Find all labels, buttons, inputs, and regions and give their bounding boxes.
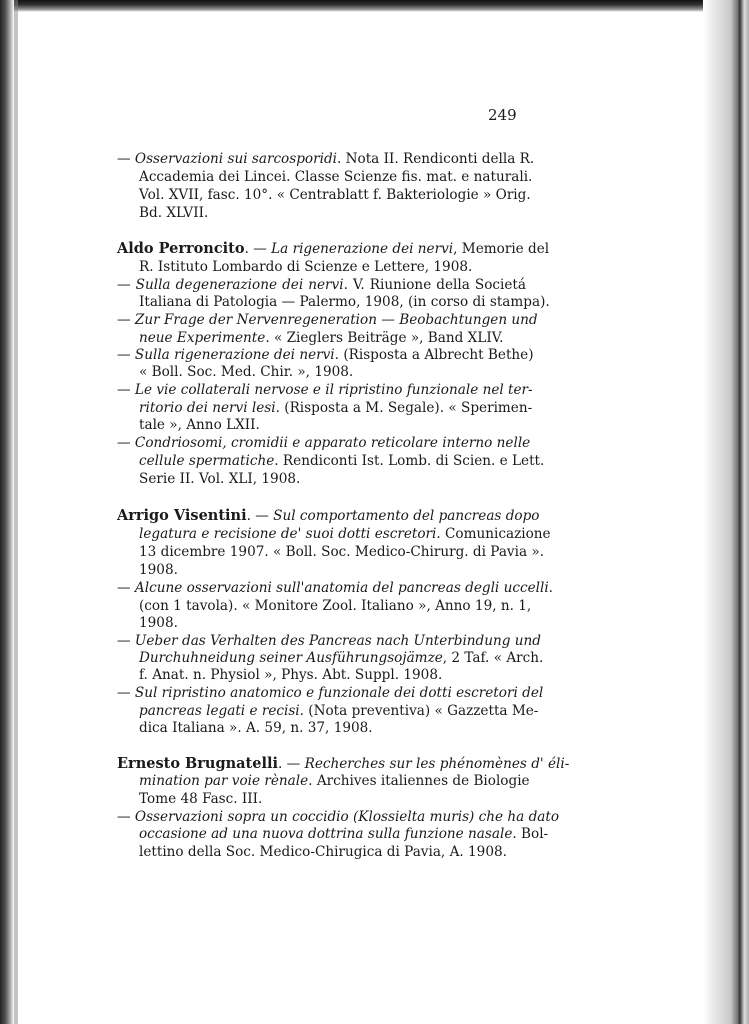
work-title: Durchuhneidung seiner Ausführungsojämze bbox=[139, 650, 443, 666]
text-line bbox=[139, 329, 526, 347]
page-number: 249 bbox=[488, 106, 517, 124]
author-name: Arrigo Visentini bbox=[117, 507, 247, 524]
citation-text: . Comunicazione bbox=[436, 526, 551, 542]
citation-text: . bbox=[548, 580, 553, 596]
citation-text: . Bol- bbox=[512, 826, 549, 842]
text-line bbox=[139, 293, 550, 311]
citation-text: Accademia dei Lincei. Classe Scienze fis. mat. e naturali. bbox=[139, 169, 533, 185]
text-line bbox=[139, 649, 544, 667]
citation-text: . (Risposta a M. Segale). « Sperimen- bbox=[275, 400, 533, 416]
work-title: Sulla degenerazione dei nervi bbox=[135, 277, 344, 293]
citation-text: . — bbox=[278, 756, 305, 772]
text-line bbox=[139, 772, 530, 790]
citation-text: . (Risposta a Albrecht Bethe) bbox=[334, 347, 534, 363]
text-line bbox=[139, 719, 526, 737]
text-line bbox=[139, 399, 533, 417]
citation-text: f. Anat. n. Physiol », Phys. Abt. Suppl. 1908. bbox=[139, 667, 443, 683]
text-line bbox=[139, 186, 531, 204]
text-line bbox=[117, 684, 544, 702]
citation-text: . Nota II. Rendiconti della R. bbox=[337, 151, 535, 167]
work-title: Osservazioni sopra un coccidio (Klossielta muris) che ha dato bbox=[134, 809, 560, 825]
text-line bbox=[117, 311, 538, 329]
text-line bbox=[117, 579, 553, 597]
text-line bbox=[139, 614, 526, 632]
text-line bbox=[117, 346, 534, 364]
citation-text: — bbox=[117, 312, 135, 328]
work-title: occasione ad una nuova dottrina sulla funzione nasale bbox=[139, 826, 513, 842]
scan-top-edge bbox=[0, 0, 749, 12]
citation-text: . « Zieglers Beiträge », Band XLIV. bbox=[265, 330, 504, 346]
citation-text: — bbox=[117, 277, 136, 293]
work-title: mination par voie rènale bbox=[139, 773, 309, 789]
citation-text: — bbox=[117, 633, 135, 649]
text-line bbox=[117, 755, 570, 773]
citation-text: 13 dicembre 1907. « Boll. Soc. Medico-Chirurg. di Pavia ». bbox=[139, 544, 545, 560]
text-line bbox=[117, 632, 542, 650]
work-title: Recherches sur les phénomènes d' éli- bbox=[304, 756, 570, 772]
scan-left-shadow bbox=[14, 0, 18, 1024]
text-line bbox=[117, 240, 550, 258]
citation-text: Tome 48 Fasc. III. bbox=[139, 791, 263, 807]
citation-text: dica Italiana ». A. 59, n. 37, 1908. bbox=[139, 720, 373, 736]
text-line bbox=[139, 416, 526, 434]
work-title: legatura e recisione de' suoi dotti escretori bbox=[139, 526, 437, 542]
text-line bbox=[139, 825, 549, 843]
work-title: ritorio dei nervi lesi bbox=[139, 400, 276, 416]
citation-text: . V. Riunione della Societá bbox=[343, 277, 526, 293]
author-name: Aldo Perroncito bbox=[117, 240, 245, 257]
work-title: Zur Frage der Nervenregeneration — Beobachtungen und bbox=[134, 312, 538, 328]
citation-text: — bbox=[117, 580, 135, 596]
work-title: Sul comportamento del pancreas dopo bbox=[273, 508, 540, 524]
citation-text: Italiana di Patologia — Palermo, 1908, (in corso di stampa). bbox=[139, 294, 550, 310]
citation-text: lettino della Soc. Medico-Chirugica di Pavia, A. 1908. bbox=[139, 844, 507, 860]
citation-text: — bbox=[117, 151, 135, 167]
work-title: Sul ripristino anatomico e funzionale dei dotti escretori del bbox=[134, 685, 544, 701]
work-title: La rigenerazione dei nervi bbox=[271, 241, 454, 257]
scan-right-edge bbox=[703, 0, 749, 1024]
text-line bbox=[139, 168, 533, 186]
citation-text: — bbox=[117, 382, 135, 398]
citation-text: tale », Anno LXII. bbox=[139, 417, 260, 433]
citation-text: (con 1 tavola). « Monitore Zool. Italiano », Anno 19, n. 1, bbox=[139, 598, 532, 614]
citation-text: . — bbox=[244, 241, 272, 257]
citation-text: 1908. bbox=[139, 562, 178, 578]
citation-text: , 2 Taf. « Arch. bbox=[442, 650, 544, 666]
citation-text: . (Nota preventiva) « Gazzetta Me- bbox=[299, 703, 539, 719]
citation-text: — bbox=[117, 347, 135, 363]
text-line bbox=[139, 561, 526, 579]
work-title: pancreas legati e recisi bbox=[139, 703, 300, 719]
text-line bbox=[139, 790, 526, 808]
work-title: Alcune osservazioni sull'anatomia del pancreas degli uccelli bbox=[134, 580, 549, 596]
text-line bbox=[139, 452, 545, 470]
citation-text: , Memorie del bbox=[453, 241, 550, 257]
text-line bbox=[139, 470, 526, 488]
text-line bbox=[139, 666, 526, 684]
text-line bbox=[139, 843, 526, 861]
citation-text: . Rendiconti Ist. Lomb. di Scien. e Lett. bbox=[274, 453, 545, 469]
text-line bbox=[139, 363, 526, 381]
citation-text: « Boll. Soc. Med. Chir. », 1908. bbox=[139, 364, 354, 380]
text-line bbox=[139, 258, 526, 276]
citation-text: Vol. XVII, fasc. 10°. « Centrablatt f. Bakteriologie » Orig. bbox=[139, 187, 531, 203]
text-line bbox=[117, 808, 560, 826]
text-line bbox=[117, 434, 531, 452]
citation-text: . — bbox=[246, 508, 274, 524]
scan-left-edge bbox=[0, 0, 14, 1024]
work-title: Ueber das Verhalten des Pancreas nach Unterbindung und bbox=[134, 633, 542, 649]
citation-text: . Archives italiennes de Biologie bbox=[308, 773, 530, 789]
work-title: Osservazioni sui sarcosporidi bbox=[134, 151, 337, 167]
text-line bbox=[139, 204, 526, 222]
text-line bbox=[117, 381, 533, 399]
citation-text: — bbox=[117, 435, 135, 451]
work-title: cellule spermatiche bbox=[139, 453, 275, 469]
citation-text: Serie II. Vol. XLI, 1908. bbox=[139, 471, 301, 487]
author-name: Ernesto Brugnatelli bbox=[117, 755, 279, 772]
work-title: Condriosomi, cromidii e apparato reticolare interno nelle bbox=[134, 435, 531, 451]
citation-text: — bbox=[117, 685, 135, 701]
work-title: Le vie collaterali nervose e il ripristino funzionale nel ter- bbox=[134, 382, 533, 398]
text-line bbox=[139, 597, 532, 615]
text-line bbox=[139, 525, 551, 543]
text-line bbox=[117, 507, 540, 525]
work-title: neue Experimente bbox=[139, 330, 266, 346]
text-line bbox=[139, 702, 539, 720]
text-line bbox=[139, 543, 545, 561]
citation-text: Bd. XLVII. bbox=[139, 205, 209, 221]
work-title: Sulla rigenerazione dei nervi bbox=[134, 347, 335, 363]
citation-text: R. Istituto Lombardo di Scienze e Lettere, 1908. bbox=[139, 259, 473, 275]
text-line bbox=[117, 276, 526, 294]
text-line bbox=[117, 150, 535, 168]
citation-text: — bbox=[117, 809, 135, 825]
citation-text: 1908. bbox=[139, 615, 178, 631]
